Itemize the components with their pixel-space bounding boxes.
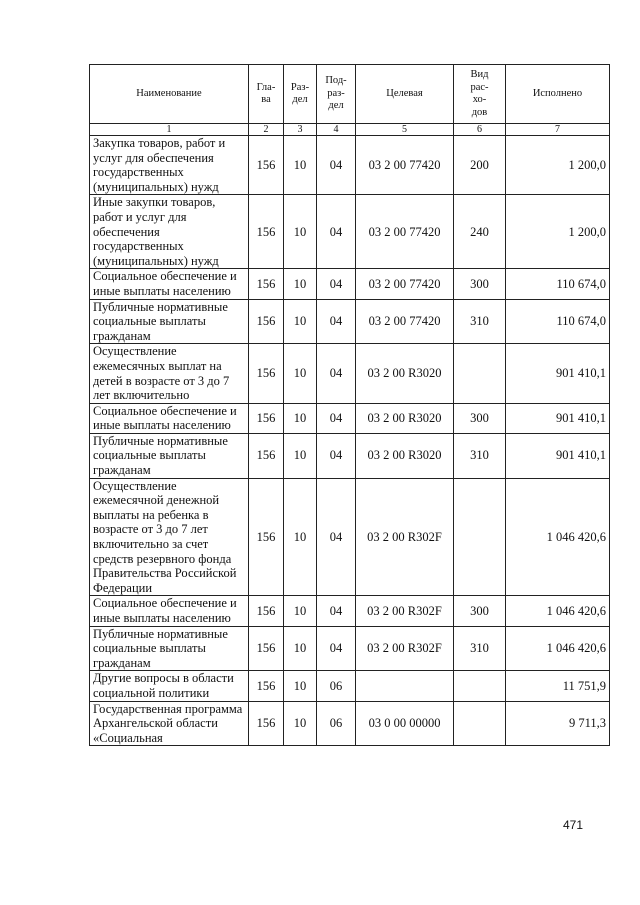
column-number: 1 bbox=[90, 124, 249, 136]
row-chapter-cell: 156 bbox=[249, 701, 284, 746]
table-row bbox=[90, 403, 610, 433]
column-number-row bbox=[90, 124, 610, 136]
row-subsection-cell: 04 bbox=[317, 344, 356, 403]
row-expense-type-cell: 310 bbox=[454, 433, 506, 478]
row-section-cell: 10 bbox=[284, 136, 317, 195]
row-executed-cell: 11 751,9 bbox=[506, 671, 610, 701]
row-target-cell: 03 2 00 77420 bbox=[356, 299, 454, 344]
row-executed-cell: 1 046 420,6 bbox=[506, 626, 610, 671]
table-row bbox=[90, 701, 610, 746]
row-executed-cell: 901 410,1 bbox=[506, 403, 610, 433]
row-target-cell: 03 2 00 R302F bbox=[356, 626, 454, 671]
row-section-cell: 10 bbox=[284, 671, 317, 701]
row-chapter-cell: 156 bbox=[249, 626, 284, 671]
row-name-cell: Публичные нормативные социальные выплаты гражданам bbox=[90, 433, 249, 478]
row-executed-cell: 1 200,0 bbox=[506, 195, 610, 269]
row-name-cell: Социальное обеспечение и иные выплаты населению bbox=[90, 269, 249, 299]
row-expense-type-cell bbox=[454, 344, 506, 403]
row-chapter-cell: 156 bbox=[249, 478, 284, 596]
table-row bbox=[90, 195, 610, 269]
table-row bbox=[90, 478, 610, 596]
row-section-cell: 10 bbox=[284, 269, 317, 299]
row-executed-cell: 901 410,1 bbox=[506, 433, 610, 478]
row-executed-cell: 1 046 420,6 bbox=[506, 478, 610, 596]
column-number: 4 bbox=[317, 124, 356, 136]
row-subsection-cell: 04 bbox=[317, 403, 356, 433]
column-number: 7 bbox=[506, 124, 610, 136]
row-expense-type-cell: 310 bbox=[454, 626, 506, 671]
row-section-cell: 10 bbox=[284, 478, 317, 596]
row-expense-type-cell: 310 bbox=[454, 299, 506, 344]
row-name-cell: Осуществление ежемесячных выплат на детей в возрасте от 3 до 7 лет включительно bbox=[90, 344, 249, 403]
row-name-cell: Публичные нормативные социальные выплаты гражданам bbox=[90, 299, 249, 344]
header-target: Целевая bbox=[356, 65, 454, 124]
row-name-cell: Осуществление ежемесячной денежной выплаты на ребенка в возрасте от 3 до 7 лет включительно за счет средств резервного фонда Правительства Российской Федерации bbox=[90, 478, 249, 596]
table-header-row bbox=[90, 65, 610, 124]
row-subsection-cell: 04 bbox=[317, 596, 356, 626]
header-name: Наименование bbox=[90, 65, 249, 124]
row-expense-type-cell: 300 bbox=[454, 403, 506, 433]
table-row bbox=[90, 269, 610, 299]
row-section-cell: 10 bbox=[284, 403, 317, 433]
row-expense-type-cell: 300 bbox=[454, 596, 506, 626]
row-subsection-cell: 04 bbox=[317, 136, 356, 195]
table-body bbox=[90, 136, 610, 746]
row-name-cell: Другие вопросы в области социальной политики bbox=[90, 671, 249, 701]
row-target-cell: 03 2 00 77420 bbox=[356, 269, 454, 299]
row-target-cell: 03 2 00 77420 bbox=[356, 195, 454, 269]
row-target-cell: 03 2 00 R302F bbox=[356, 478, 454, 596]
row-section-cell: 10 bbox=[284, 433, 317, 478]
row-section-cell: 10 bbox=[284, 626, 317, 671]
row-subsection-cell: 06 bbox=[317, 671, 356, 701]
row-subsection-cell: 04 bbox=[317, 195, 356, 269]
row-name-cell: Социальное обеспечение и иные выплаты населению bbox=[90, 403, 249, 433]
row-target-cell: 03 0 00 00000 bbox=[356, 701, 454, 746]
row-expense-type-cell: 200 bbox=[454, 136, 506, 195]
row-executed-cell: 9 711,3 bbox=[506, 701, 610, 746]
row-chapter-cell: 156 bbox=[249, 344, 284, 403]
row-name-cell: Закупка товаров, работ и услуг для обеспечения государственных (муниципальных) нужд bbox=[90, 136, 249, 195]
row-executed-cell: 901 410,1 bbox=[506, 344, 610, 403]
row-subsection-cell: 04 bbox=[317, 478, 356, 596]
row-expense-type-cell: 300 bbox=[454, 269, 506, 299]
row-chapter-cell: 156 bbox=[249, 195, 284, 269]
row-name-cell: Социальное обеспечение и иные выплаты населению bbox=[90, 596, 249, 626]
column-number: 3 bbox=[284, 124, 317, 136]
column-number: 5 bbox=[356, 124, 454, 136]
row-chapter-cell: 156 bbox=[249, 269, 284, 299]
row-subsection-cell: 04 bbox=[317, 626, 356, 671]
header-expense-type: Вид рас- хо- дов bbox=[454, 65, 506, 124]
row-target-cell: 03 2 00 R3020 bbox=[356, 344, 454, 403]
table-row bbox=[90, 671, 610, 701]
row-section-cell: 10 bbox=[284, 596, 317, 626]
header-subsection: Под- раз- дел bbox=[317, 65, 356, 124]
row-expense-type-cell: 240 bbox=[454, 195, 506, 269]
page-number: 471 bbox=[563, 818, 584, 832]
table-row bbox=[90, 626, 610, 671]
row-section-cell: 10 bbox=[284, 701, 317, 746]
row-chapter-cell: 156 bbox=[249, 433, 284, 478]
row-section-cell: 10 bbox=[284, 195, 317, 269]
column-number: 2 bbox=[249, 124, 284, 136]
row-subsection-cell: 04 bbox=[317, 433, 356, 478]
row-subsection-cell: 06 bbox=[317, 701, 356, 746]
row-target-cell: 03 2 00 R3020 bbox=[356, 433, 454, 478]
row-chapter-cell: 156 bbox=[249, 403, 284, 433]
row-expense-type-cell bbox=[454, 671, 506, 701]
row-executed-cell: 1 200,0 bbox=[506, 136, 610, 195]
budget-execution-table bbox=[89, 64, 610, 746]
row-section-cell: 10 bbox=[284, 344, 317, 403]
table-row bbox=[90, 299, 610, 344]
row-name-cell: Иные закупки товаров, работ и услуг для обеспечения государственных (муниципальных) нужд bbox=[90, 195, 249, 269]
row-subsection-cell: 04 bbox=[317, 299, 356, 344]
header-chapter: Гла- ва bbox=[249, 65, 284, 124]
table-row bbox=[90, 433, 610, 478]
header-executed: Исполнено bbox=[506, 65, 610, 124]
column-number: 6 bbox=[454, 124, 506, 136]
row-executed-cell: 110 674,0 bbox=[506, 299, 610, 344]
row-chapter-cell: 156 bbox=[249, 136, 284, 195]
row-chapter-cell: 156 bbox=[249, 596, 284, 626]
row-name-cell: Государственная программа Архангельской области «Социальная bbox=[90, 701, 249, 746]
row-target-cell: 03 2 00 77420 bbox=[356, 136, 454, 195]
row-executed-cell: 110 674,0 bbox=[506, 269, 610, 299]
row-expense-type-cell bbox=[454, 478, 506, 596]
row-executed-cell: 1 046 420,6 bbox=[506, 596, 610, 626]
row-target-cell: 03 2 00 R3020 bbox=[356, 403, 454, 433]
row-chapter-cell: 156 bbox=[249, 299, 284, 344]
row-name-cell: Публичные нормативные социальные выплаты гражданам bbox=[90, 626, 249, 671]
table-row bbox=[90, 596, 610, 626]
row-target-cell: 03 2 00 R302F bbox=[356, 596, 454, 626]
row-section-cell: 10 bbox=[284, 299, 317, 344]
row-subsection-cell: 04 bbox=[317, 269, 356, 299]
header-section: Раз- дел bbox=[284, 65, 317, 124]
table-row bbox=[90, 136, 610, 195]
table-row bbox=[90, 344, 610, 403]
row-expense-type-cell bbox=[454, 701, 506, 746]
row-target-cell bbox=[356, 671, 454, 701]
row-chapter-cell: 156 bbox=[249, 671, 284, 701]
